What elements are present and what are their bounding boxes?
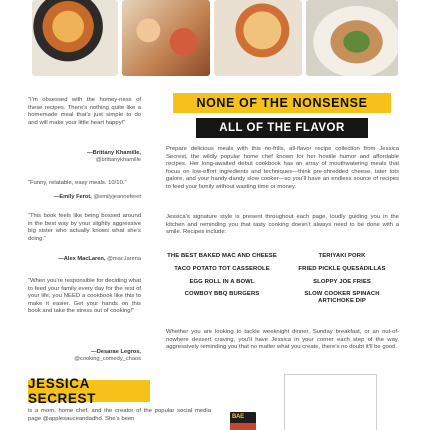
headline-line-1: NONE OF THE NONSENSE (196, 96, 368, 110)
green-bean-plate-photo (306, 0, 398, 76)
recipe-item: SLOW COOKER SPINACH ARTICHOKE DIP (304, 291, 380, 304)
book-cover-text: BAE (232, 414, 244, 420)
quote-text-4: “When you’re responsible for deciding what to feed your family every day for the rest of your life, you NEED a cookbook like this to make it easier. Get your hands on this book and take the stress out of cooking!” (28, 278, 141, 315)
skillet-dish-photo (32, 0, 118, 76)
quote-handle-4: @cooking_comedy_chaos (74, 356, 141, 363)
quote-author-1: —Brittany Khamille, (86, 150, 141, 156)
headline-line-2: ALL OF THE FLAVOR (219, 122, 345, 134)
quote-attribution-3 (28, 256, 141, 263)
quote-attribution-2 (28, 194, 141, 201)
recipe-list (166, 253, 399, 323)
author-name: JESSICA SECREST (28, 376, 96, 406)
quote-author-4: —Desarae Legros, (91, 349, 141, 355)
quote-text-1: “I’m obsessed with the homey-ness of these recipes. There’s nothing quite like a homemade meal that’s just simple to do and will make your little heart happy!” (28, 97, 141, 126)
quote-attribution-1 (28, 150, 141, 164)
quote-handle-2: @emilyjeanneferet (93, 194, 141, 200)
recipe-item: THE BEST BAKED MAC AND CHEESE (167, 253, 277, 259)
recipe-item: COWBOY BBQ BURGERS (184, 291, 260, 298)
recipe-item: SLOPPY JOE FRIES (313, 278, 371, 285)
closing-paragraph: Whether you are looking to tackle weeknight dinner, Sunday breakfast, or an out-of-nowhere dessert craving, you’ll have Jessica in your corner each step of the way, aggressively reminding you that no matter what you create, there’s no doubt it’ll be good. (166, 329, 399, 350)
recipe-item: FRIED PICKLE QUESADILLAS (298, 265, 386, 272)
recipe-column-left (166, 253, 278, 304)
recipe-item: TACO POTATO TOT CASSEROLE (174, 265, 270, 272)
recipe-item: EGG ROLL IN A BOWL (189, 278, 255, 285)
recipe-item: TERIYAKI PORK (318, 253, 366, 259)
book-cover-thumbnail (230, 412, 256, 430)
quote-author-3: —Alex MacLaren, (58, 256, 106, 262)
quote-text-2: “Funny, relatable, easy meals. 10/10.” (28, 180, 127, 186)
headline-bar-yellow (173, 93, 391, 113)
book-cover-frame (284, 374, 377, 430)
author-name-bar (28, 376, 150, 406)
quote-attribution-4 (28, 349, 141, 363)
pasta-bake-photo (122, 0, 210, 76)
casserole-photo (214, 0, 302, 76)
recipe-column-right (286, 253, 398, 311)
author-bio: is a mom, home chef, and the creator of the popular social media page @applesauceandadhd. She’s been (28, 408, 211, 422)
intro-paragraph: Prepare delicious meals with this no-frills, all-flavor recipe collection from Jessica Secrest, the wildly popular home chef known for her hostile humor and affordable recipes. Her long-awaited debut cookbook has an array of mouthwatering meals that focus on low-effort ingredients and techniques—think pre-shredded cheese, tater tots galore, and your handy-dandy slow cooker—so you’ll have an endless source of recipes to feed your family without wasting time or money. (166, 146, 399, 190)
headline-bar-black (196, 118, 368, 138)
quote-handle-3: @mac.larena (107, 256, 141, 262)
style-paragraph: Jessica’s signature style is present throughout each page, loudly guiding you in the kitchen and reminding you that tasty cooking doesn’t always need to be done with a smile. Recipes include: (166, 214, 399, 235)
quote-author-2: —Emily Ferot, (53, 194, 92, 200)
quote-text-3: “This book feels like being bossed around in the best way by your slightly aggressive big sister who actually knows what she’s doing.” (28, 213, 141, 242)
quote-handle-1: @brittanykhamille (95, 157, 141, 164)
